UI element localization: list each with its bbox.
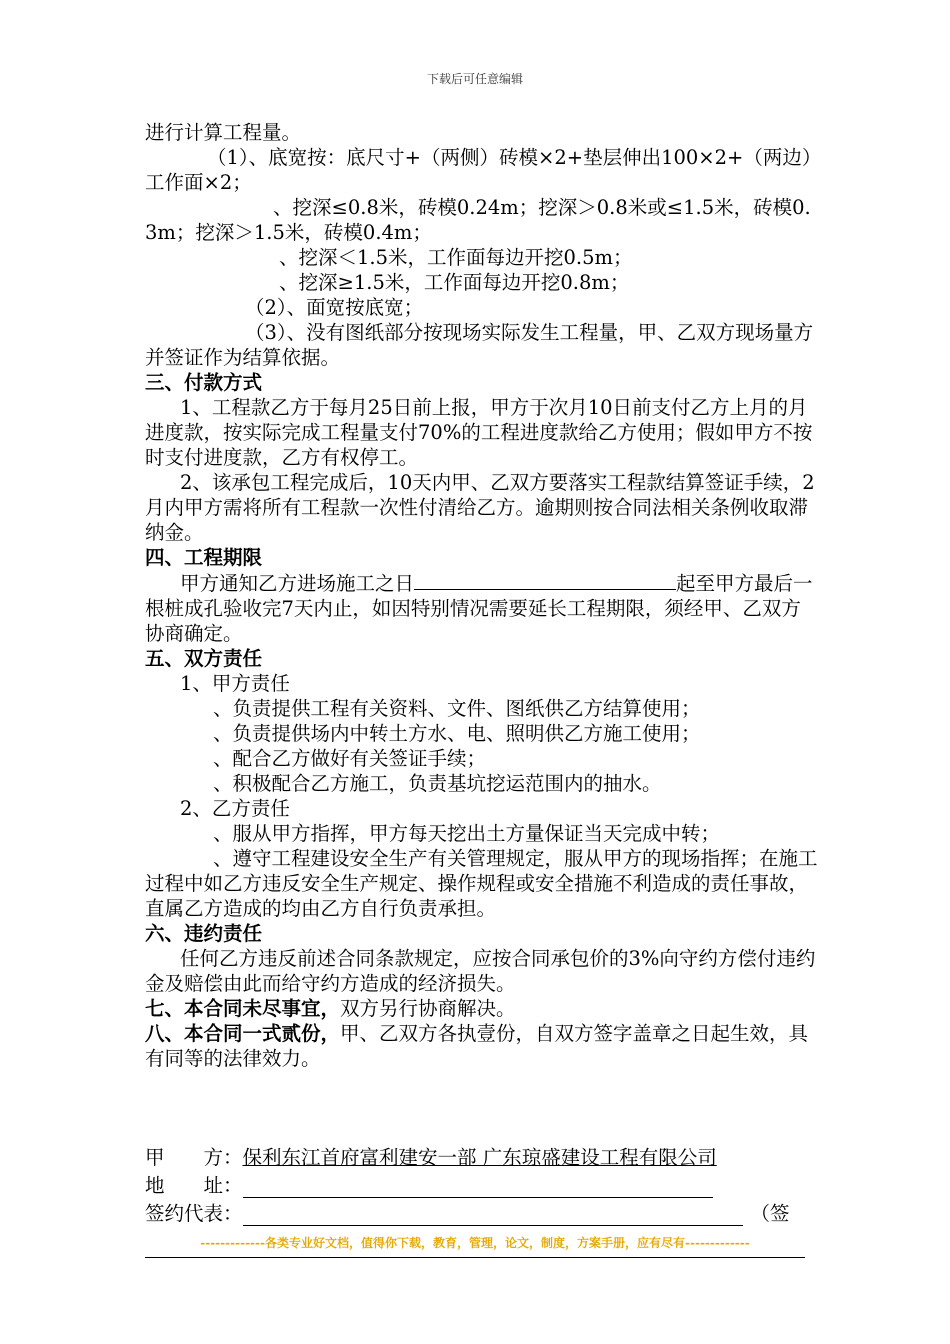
page-footer: -------------各类专业好文档，值得你下载，教育，管理，论文，制度，方案手册，应有尽有------------- (145, 1234, 805, 1258)
section-heading-payment: 三、付款方式 (145, 371, 263, 394)
duty-party-b: 2、乙方责任 (180, 797, 290, 820)
clause-2: （2）、面宽按底宽； (245, 296, 424, 319)
date-blank[interactable] (414, 570, 676, 590)
duty-item: 、负责提供场内中转土方水、电、照明供乙方施工使用； (213, 722, 701, 745)
rep-blank[interactable] (243, 1205, 743, 1226)
party-a-value: 保利东江首府富利建安一部 广东琼盛建设工程有限公司 (242, 1146, 717, 1169)
section-heading-other: 七、本合同未尽事宜， (145, 997, 341, 1020)
period-text-a: 甲方通知乙方进场施工之日 (180, 572, 415, 595)
clause-depth-lt: 、挖深＜1.5米，工作面每边开挖0.5m； (279, 246, 633, 269)
section-heading-copies: 八、本合同一式贰份， (145, 1022, 341, 1045)
signature-block (145, 1142, 820, 1226)
payment-item-1: 1、工程款乙方于每月25日前上报，甲方于次月10日前支付乙方上月的月进度款，按实际完成工程量支付70%的工程进度款给乙方使用；假如甲方不按时支付进度款，乙方有权停工。 (145, 396, 813, 469)
address-blank[interactable] (243, 1177, 713, 1198)
clause-3: （3）、没有图纸部分按现场实际发生工程量，甲、乙双方现场量方并签证作为结算依据。 (145, 321, 814, 369)
section-8-text: 甲、乙双方各执壹份，自双方签字盖章之日起生效，具有同等的法律效力。 (145, 1022, 809, 1070)
rep-label: 签约代表： (145, 1202, 243, 1225)
party-a-row (145, 1142, 820, 1170)
section-heading-period: 四、工程期限 (145, 546, 263, 569)
section-heading-breach: 六、违约责任 (145, 922, 263, 945)
rep-suffix: （签 (750, 1202, 790, 1225)
period-text-b: 起至甲方最后一根桩成孔验收完7天内止，如因特别情况需要延长工程期限，须经甲、乙双方协商确定。 (145, 572, 813, 645)
duty-party-a: 1、甲方责任 (180, 672, 290, 695)
breach-text: 任何乙方违反前述合同条款规定，应按合同承包价的3%向守约方偿付违约金及赔偿由此而给守约方造成的经济损失。 (145, 947, 816, 995)
period-text (145, 570, 820, 646)
payment-item-2: 2、该承包工程完成后，10天内甲、乙双方要落实工程款结算签证手续，2月内甲方需将所有工程款一次性付清给乙方。逾期则按合同法相关条例收取滞纳金。 (145, 471, 815, 544)
duty-item: 、负责提供工程有关资料、文件、图纸供乙方结算使用； (213, 697, 701, 720)
party-a-label: 甲 方： (145, 1146, 243, 1169)
section-heading-duties: 五、双方责任 (145, 647, 263, 670)
section-7 (145, 996, 820, 1021)
duty-item: 、积极配合乙方施工，负责基坑挖运范围内的抽水。 (213, 772, 662, 795)
address-label: 地 址： (145, 1174, 243, 1197)
duty-item: 、配合乙方做好有关签证手续； (213, 747, 487, 770)
duty-item: 、服从甲方指挥，甲方每天挖出土方量保证当天完成中转； (213, 822, 721, 845)
clause-depth-ge: 、挖深≥1.5米，工作面每边开挖0.8m； (279, 271, 630, 294)
section-7-text: 双方另行协商解决。 (340, 997, 516, 1020)
page-header: 下载后可任意编辑 (426, 72, 523, 86)
contract-body (145, 120, 820, 1071)
clause-depth: 、挖深≤0.8米，砖模0.24m；挖深＞0.8米或≤1.5米，砖模0.3m；挖深＞1.5米，砖模0.4m； (145, 196, 811, 244)
section-8 (145, 1021, 820, 1071)
text-line: 进行计算工程量。 (145, 121, 302, 144)
address-row (145, 1170, 820, 1198)
clause-1: （1）、底宽按：底尺寸+（两侧）砖模×2+垫层伸出100×2+（两边）工作面×2； (145, 146, 812, 194)
duty-item: 、遵守工程建设安全生产有关管理规定，服从甲方的现场指挥；在施工过程中如乙方违反安全生产规定、操作规程或安全措施不利造成的责任事故，直属乙方造成的均由乙方自行负责承担。 (145, 847, 818, 920)
rep-row (145, 1198, 820, 1226)
